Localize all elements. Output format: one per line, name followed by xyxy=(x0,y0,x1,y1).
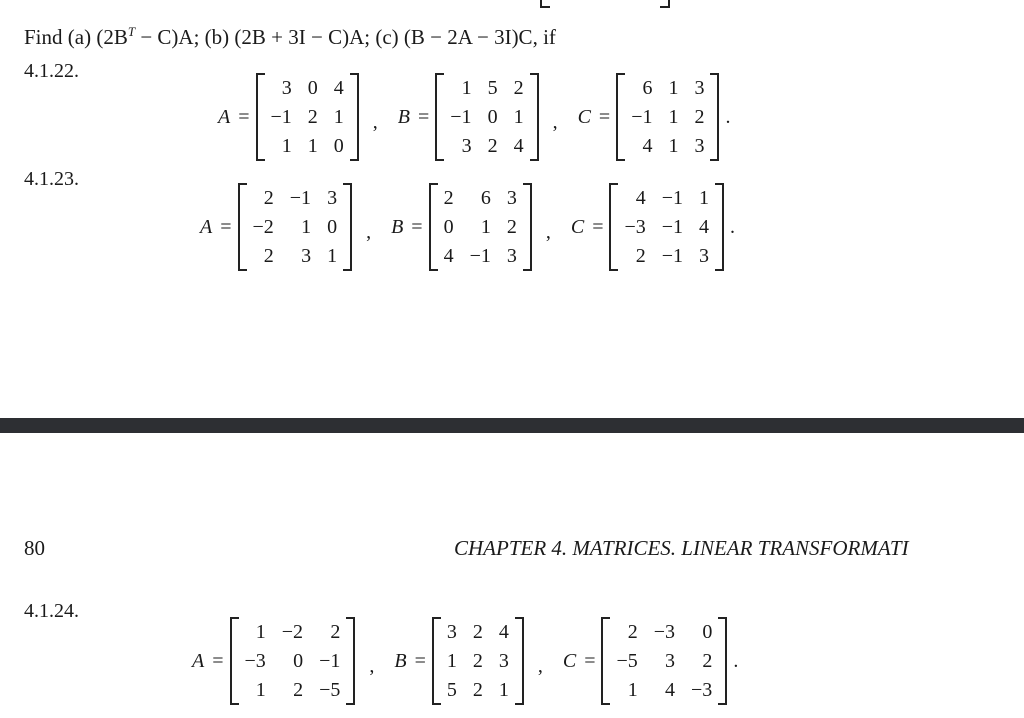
exercise-22-matrices xyxy=(218,72,730,162)
bracket-left xyxy=(429,183,438,271)
equals-sign: = xyxy=(418,105,430,128)
matrix-entry: 2 xyxy=(635,245,646,268)
equals-sign: = xyxy=(238,105,250,128)
matrix-entry: 3 xyxy=(506,186,517,209)
bracket-right xyxy=(523,183,532,271)
comma-separator: , xyxy=(372,111,378,133)
equals-sign: = xyxy=(598,105,611,128)
matrix-entry: −1 xyxy=(270,105,292,128)
equals-sign: = xyxy=(584,649,596,672)
matrix-entry: 2 xyxy=(702,649,713,672)
matrix-entry: 3 xyxy=(694,135,705,158)
matrix-entry: 1 xyxy=(699,186,710,209)
matrix-entry: 6 xyxy=(480,186,491,209)
matrix-entry: 2 xyxy=(330,620,341,643)
matrix-entry: 1 xyxy=(255,679,266,702)
matrix-b xyxy=(429,183,532,271)
matrix-name-c: C xyxy=(577,105,591,128)
matrix-entry: 4 xyxy=(498,620,509,643)
matrix-c xyxy=(609,183,724,271)
matrix-entry: 0 xyxy=(293,649,304,672)
matrix-entry: 0 xyxy=(327,215,338,238)
matrix-entry: −3 xyxy=(691,679,713,702)
matrix-entry: 4 xyxy=(333,76,344,99)
matrix-grid xyxy=(265,73,350,161)
matrix-entry: 3 xyxy=(327,186,338,209)
matrix-entry: 1 xyxy=(281,135,292,158)
matrix-entry: 3 xyxy=(498,649,509,672)
matrix-entry: 2 xyxy=(627,620,638,643)
matrix-entry: 2 xyxy=(513,76,524,99)
bracket-left xyxy=(238,183,247,271)
equals-sign: = xyxy=(592,215,604,238)
transpose-superscript: T xyxy=(127,24,136,39)
matrix-grid xyxy=(441,617,515,705)
bracket-right xyxy=(515,617,524,705)
bracket-right xyxy=(350,73,359,161)
matrix-b xyxy=(432,617,524,705)
matrix-entry: 5 xyxy=(487,76,498,99)
bracket-left xyxy=(616,73,625,161)
page-number: 80 xyxy=(24,536,45,560)
matrix-entry: 1 xyxy=(480,215,491,238)
matrix-a xyxy=(256,73,359,161)
matrix-entry: 1 xyxy=(461,76,472,99)
matrix-entry: 2 xyxy=(293,679,304,702)
matrix-entry: 1 xyxy=(498,679,509,702)
matrix-grid xyxy=(239,617,347,705)
bracket-left xyxy=(432,617,441,705)
matrix-entry: −1 xyxy=(450,105,472,128)
bracket-left xyxy=(609,183,618,271)
problem-statement xyxy=(24,24,556,50)
comma-separator: , xyxy=(366,221,372,243)
bracket-right xyxy=(346,617,355,705)
matrix-entry: 1 xyxy=(333,105,344,128)
matrix-entry: 1 xyxy=(627,679,638,702)
matrix-entry: 3 xyxy=(665,649,676,672)
problem-lead: Find (a) (2B xyxy=(24,25,128,49)
matrix-entry: 0 xyxy=(333,135,344,158)
bracket-right xyxy=(715,183,724,271)
matrix-entry: 3 xyxy=(446,620,457,643)
bracket-right xyxy=(530,73,539,161)
matrix-entry: −2 xyxy=(281,620,304,643)
matrix-entry: 1 xyxy=(668,76,679,99)
prev-matrix-bracket-right xyxy=(660,0,670,8)
matrix-entry: 1 xyxy=(327,245,338,268)
matrix-entry: 2 xyxy=(443,186,454,209)
matrix-b xyxy=(435,73,538,161)
matrix-grid xyxy=(610,617,718,705)
matrix-entry: −3 xyxy=(624,215,646,238)
matrix-entry: 1 xyxy=(446,649,457,672)
matrix-entry: 3 xyxy=(694,76,705,99)
matrix-entry: 1 xyxy=(301,215,312,238)
exercise-label-24: 4.1.24. xyxy=(24,600,79,622)
period: . xyxy=(733,649,739,672)
equals-sign: = xyxy=(212,649,224,672)
matrix-entry: 3 xyxy=(281,76,292,99)
bracket-right xyxy=(710,73,719,161)
matrix-entry: −5 xyxy=(319,679,341,702)
matrix-entry: −3 xyxy=(653,620,676,643)
matrix-entry: 0 xyxy=(702,620,713,643)
matrix-c xyxy=(616,73,719,161)
matrix-entry: 3 xyxy=(461,135,472,158)
matrix-entry: 2 xyxy=(307,105,318,128)
matrix-name-b: B xyxy=(391,215,404,238)
period: . xyxy=(730,215,736,238)
page-break-bar xyxy=(0,418,1024,433)
matrix-entry: 1 xyxy=(255,620,266,643)
matrix-entry: 2 xyxy=(263,186,274,209)
bracket-left xyxy=(256,73,265,161)
period: . xyxy=(725,105,731,128)
matrix-entry: −1 xyxy=(289,186,312,209)
matrix-grid xyxy=(438,183,523,271)
matrix-a xyxy=(238,183,353,271)
matrix-entry: 2 xyxy=(487,135,498,158)
matrix-entry: −1 xyxy=(661,186,684,209)
matrix-entry: 2 xyxy=(472,649,483,672)
matrix-a xyxy=(230,617,356,705)
problem-rest: − C)A; (b) (2B + 3I − C)A; (c) (B − 2A − 3I)C, if xyxy=(135,25,556,49)
matrix-entry: −1 xyxy=(319,649,341,672)
matrix-name-a: A xyxy=(218,105,231,128)
matrix-name-b: B xyxy=(397,105,410,128)
bracket-left xyxy=(435,73,444,161)
equals-sign: = xyxy=(220,215,232,238)
matrix-name-a: A xyxy=(200,215,213,238)
matrix-entry: 2 xyxy=(694,105,705,128)
matrix-entry: 2 xyxy=(506,215,517,238)
matrix-entry: 1 xyxy=(668,135,679,158)
comma-separator: , xyxy=(545,221,551,243)
matrix-entry: 0 xyxy=(307,76,318,99)
matrix-entry: −3 xyxy=(244,649,266,672)
comma-separator: , xyxy=(537,655,543,677)
bracket-right xyxy=(718,617,727,705)
matrix-entry: −1 xyxy=(661,215,684,238)
matrix-name-a: A xyxy=(192,649,205,672)
exercise-24-matrices xyxy=(192,616,738,706)
matrix-entry: −5 xyxy=(616,649,638,672)
bracket-left xyxy=(601,617,610,705)
chapter-header: CHAPTER 4. MATRICES. LINEAR TRANSFORMATI xyxy=(454,536,909,560)
matrix-entry: 3 xyxy=(699,245,710,268)
matrix-entry: 0 xyxy=(487,105,498,128)
exercise-label-22: 4.1.22. xyxy=(24,60,79,82)
matrix-name-c: C xyxy=(562,649,577,672)
matrix-entry: 4 xyxy=(635,186,646,209)
matrix-name-c: C xyxy=(570,215,585,238)
matrix-entry: 2 xyxy=(263,245,274,268)
matrix-entry: 4 xyxy=(443,245,454,268)
matrix-entry: −2 xyxy=(252,215,274,238)
bracket-left xyxy=(230,617,239,705)
matrix-entry: 4 xyxy=(665,679,676,702)
bracket-right xyxy=(343,183,352,271)
matrix-entry: 1 xyxy=(513,105,524,128)
matrix-c xyxy=(601,617,727,705)
matrix-name-b: B xyxy=(394,649,407,672)
matrix-grid xyxy=(618,183,715,271)
matrix-entry: 6 xyxy=(642,76,653,99)
matrix-entry: 2 xyxy=(472,620,483,643)
matrix-entry: −1 xyxy=(469,245,491,268)
matrix-entry: 1 xyxy=(307,135,318,158)
comma-separator: , xyxy=(369,655,375,677)
exercise-23-matrices xyxy=(200,182,735,272)
exercise-label-23: 4.1.23. xyxy=(24,168,79,190)
equals-sign: = xyxy=(414,649,426,672)
matrix-grid xyxy=(625,73,710,161)
matrix-entry: 5 xyxy=(446,679,457,702)
matrix-entry: 4 xyxy=(642,135,653,158)
matrix-entry: 4 xyxy=(513,135,524,158)
matrix-grid xyxy=(247,183,344,271)
matrix-entry: −1 xyxy=(631,105,653,128)
matrix-entry: 4 xyxy=(699,215,710,238)
matrix-grid xyxy=(444,73,529,161)
equals-sign: = xyxy=(411,215,423,238)
prev-matrix-bracket-left xyxy=(540,0,550,8)
matrix-entry: −1 xyxy=(661,245,684,268)
matrix-entry: 3 xyxy=(301,245,312,268)
matrix-entry: 0 xyxy=(443,215,454,238)
comma-separator: , xyxy=(552,111,558,133)
matrix-entry: 2 xyxy=(472,679,483,702)
matrix-entry: 1 xyxy=(668,105,679,128)
matrix-entry: 3 xyxy=(506,245,517,268)
